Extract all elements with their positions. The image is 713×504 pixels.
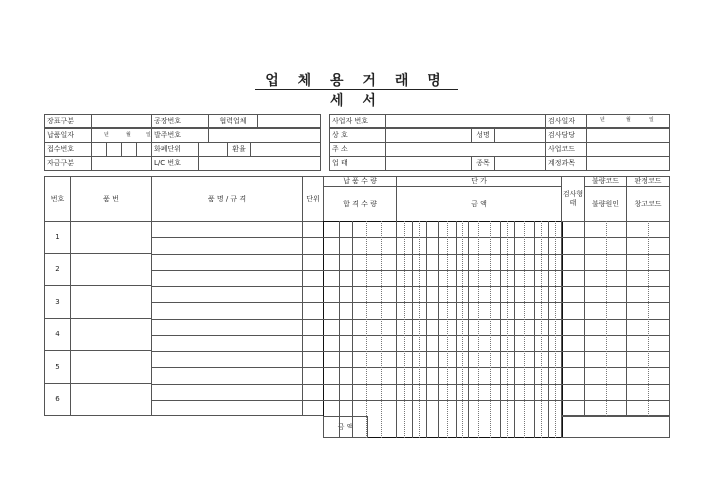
currency-label: 화폐단위 [151,142,199,157]
address-label: 주 소 [329,142,386,157]
business-code-field[interactable] [586,142,670,157]
part-no-cell[interactable] [70,350,152,384]
grid-dotted-line [555,221,556,438]
row-number: 6 [44,383,71,416]
grid-column-line [438,221,439,438]
grid-dotted-line [648,221,649,416]
grid-dotted-line [606,221,607,416]
grid-dotted-line [490,221,491,438]
business-code-label: 사업코드 [545,142,587,157]
account-label: 계정과목 [545,156,587,171]
document-title: 업 체 용 거 래 명 세 서 [265,73,448,109]
grid-column-line [396,221,397,438]
grid-dotted-line [419,221,420,438]
delivery-month-unit: 월 [126,132,131,138]
footer-right-blank [561,416,670,438]
row-number: 1 [44,221,71,254]
company-name-label: 상 호 [329,128,386,143]
biz-no-field[interactable] [385,114,546,128]
sub-row-line [323,384,670,385]
grid-dotted-line [366,221,367,438]
fund-type-label: 자금구분 [44,156,92,171]
grid-column-line [514,221,515,438]
grid-column-line [412,221,413,438]
total-amount-label: 금 액 [323,416,368,438]
part-no-cell[interactable] [70,253,152,286]
grid-dotted-line [507,221,508,438]
row-number: 3 [44,285,71,319]
grid-dotted-line [447,221,448,438]
rep-name-label: 성명 [471,128,495,143]
exchange-label: 환율 [227,142,251,157]
inspect-month-unit: 월 [626,117,631,123]
sub-row-line [151,335,324,336]
sub-row-line [323,254,670,255]
col-pass-qty-header: 합 격 수 량 [323,186,397,222]
biz-no-label: 사업자 번호 [329,114,386,128]
inspect-year-unit: 년 [600,117,605,123]
grid-column-line [456,221,457,438]
col-part-no-header: 품 번 [70,176,152,222]
sub-row-line [151,319,324,320]
col-inspect-form-header: 검사형태 [561,176,585,222]
address-field[interactable] [385,142,546,157]
row-number: 4 [44,318,71,351]
col-defect-cause-header: 불량원인 [584,186,627,222]
sub-row-line [151,286,324,287]
fund-type-field[interactable] [91,156,152,171]
rep-name-field[interactable] [494,128,546,143]
inspect-date-label: 검사일자 [545,114,587,128]
part-no-cell[interactable] [70,221,152,254]
col-delivery-qty-header: 납 품 수 량 [323,176,397,187]
delivery-date-label: 납품일자 [44,128,92,143]
sub-row-line [151,270,324,271]
grid-column-line [500,221,501,438]
sub-row-line [323,335,670,336]
grid-column-line [534,221,535,438]
grid-dotted-line [462,221,463,438]
receipt-no-box-4[interactable] [136,142,152,157]
grid-dotted-line [404,221,405,438]
receipt-no-label: 접수번호 [44,142,92,157]
grid-dotted-line [478,221,479,438]
grid-column-line [339,221,340,438]
order-no-field[interactable] [208,128,321,143]
col-no-header: 번호 [44,176,71,222]
sub-row-line [151,237,324,238]
grid-column-line [426,221,427,438]
receipt-no-box-2[interactable] [106,142,122,157]
sub-row-line [151,384,324,385]
sub-row-line [151,351,324,352]
sub-row-line [323,302,670,303]
sub-row-line [323,367,670,368]
col-warehouse-code-header: 창고코드 [626,186,670,222]
sub-row-line [151,367,324,368]
part-no-cell[interactable] [70,383,152,416]
col-unit-header: 단위 [302,176,324,222]
col-defect-code-header: 불량코드 [584,176,627,187]
grid-column-line [352,221,353,438]
col-part-name-header: 품 명 / 규 격 [151,176,303,222]
row-number: 2 [44,253,71,286]
sub-row-line [323,286,670,287]
order-no-label: 발주번호 [151,128,209,143]
partner-label: 협력업체 [208,114,258,128]
inspect-day-unit: 일 [649,117,654,123]
receipt-no-box-1[interactable] [91,142,107,157]
col-amount-header: 금 액 [396,186,562,222]
col-judge-code-header: 판정코드 [626,176,670,187]
sub-row-line [151,302,324,303]
slip-type-label: 장표구분 [44,114,92,128]
grid-dotted-line [541,221,542,438]
item-type-label: 종목 [471,156,495,171]
currency-field[interactable] [198,142,228,157]
grid-dotted-line [524,221,525,438]
account-field[interactable] [586,156,670,171]
exchange-field[interactable] [250,142,321,157]
item-type-field[interactable] [494,156,546,171]
col-unit-price-header: 단 가 [396,176,562,187]
factory-no-label: 공장번호 [151,114,209,128]
inspector-label: 검사담당 [545,128,587,143]
receipt-no-box-3[interactable] [121,142,137,157]
delivery-day-unit: 일 [146,132,151,138]
title-underline [255,89,458,90]
part-no-cell[interactable] [70,318,152,351]
lc-no-label: L/C 번호 [151,156,199,171]
lc-no-field[interactable] [198,156,321,171]
inspector-field[interactable] [586,128,670,143]
row-number: 5 [44,350,71,384]
delivery-year-unit: 년 [104,132,109,138]
sub-row-line [151,254,324,255]
company-name-field[interactable] [385,128,472,143]
grid-column-line [548,221,549,438]
part-no-cell[interactable] [70,285,152,319]
sub-row-line [323,319,670,320]
grid-dotted-line [381,221,382,438]
business-type-field[interactable] [385,156,472,171]
sub-row-line [151,400,324,401]
business-type-label: 업 태 [329,156,386,171]
sub-row-line [323,270,670,271]
sub-row-line [323,237,670,238]
sub-row-line [323,351,670,352]
partner-field[interactable] [257,114,321,128]
slip-type-field[interactable] [91,114,152,128]
grid-column-line [468,221,469,438]
delivery-date-field[interactable] [91,128,152,143]
sub-row-line [323,400,670,401]
